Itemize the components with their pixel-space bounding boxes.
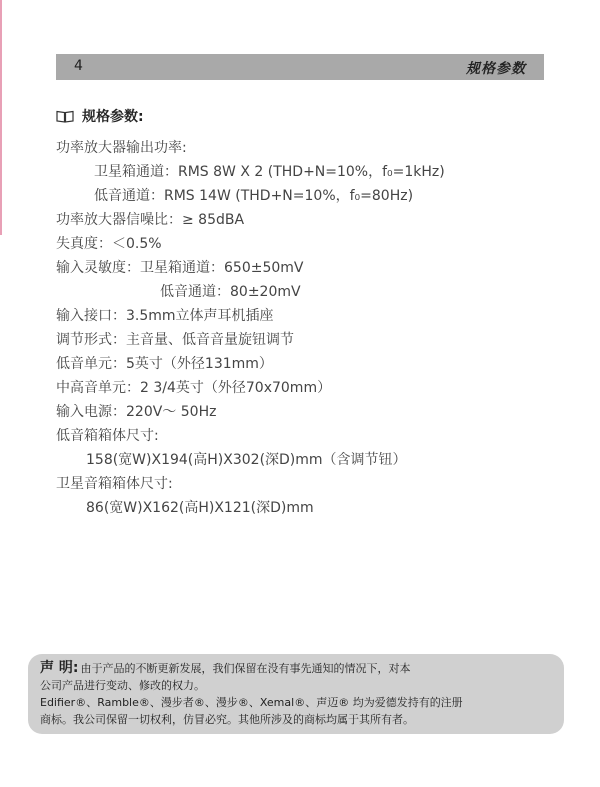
- bass-channel-spec: 低音通道：RMS 14W (THD+N=10%，f₀=80Hz): [94, 188, 414, 204]
- sub-size-spec: 158(宽W)X194(高H)X302(深D)mm（含调节钮）: [86, 452, 407, 468]
- spec-list: [56, 136, 556, 520]
- notice-label: 声 明:: [40, 660, 79, 676]
- bass-unit-spec: 低音单元：5英寸（外径131mm）: [56, 356, 273, 372]
- sensitivity-satellite-spec: 输入灵敏度：卫星箱通道：650±50mV: [56, 260, 304, 276]
- distortion-spec: 失真度：＜0.5%: [56, 236, 162, 252]
- book-icon: [56, 110, 74, 123]
- section-heading: [56, 106, 144, 126]
- left-edge-mark: [0, 0, 2, 235]
- notice-line-4: 商标。我公司保留一切权利，仿冒必究。其他所涉及的商标均属于其所有者。: [40, 713, 414, 726]
- section-title: 规格参数:: [82, 109, 144, 125]
- sat-size-label: 卫星音箱箱体尺寸:: [56, 476, 173, 492]
- mid-high-unit-spec: 中高音单元：2 3/4英寸（外径70x70mm）: [56, 380, 332, 396]
- amp-output-label: 功率放大器输出功率:: [56, 140, 187, 156]
- page-header: [56, 54, 544, 80]
- notice-box: [28, 654, 564, 734]
- satellite-channel-spec: 卫星箱通道：RMS 8W X 2 (THD+N=10%，f₀=1kHz): [94, 164, 445, 180]
- notice-line-3: Edifier®、Ramble®、漫步者®、漫步®、Xemal®、声迈® 均为爱德发持有的注册: [40, 696, 463, 709]
- power-input-spec: 输入电源：220V～ 50Hz: [56, 404, 217, 420]
- header-title: 规格参数: [466, 61, 526, 77]
- input-port-spec: 输入接口：3.5mm立体声耳机插座: [56, 308, 274, 324]
- page-number: 4: [74, 58, 83, 74]
- adjustment-spec: 调节形式：主音量、低音音量旋钮调节: [56, 332, 294, 348]
- notice-line-1: [40, 660, 552, 677]
- sensitivity-bass-spec: 低音通道：80±20mV: [160, 284, 301, 300]
- sat-size-spec: 86(宽W)X162(高H)X121(深D)mm: [86, 500, 314, 516]
- sub-size-label: 低音箱箱体尺寸:: [56, 428, 159, 444]
- notice-line-2: 公司产品进行变动、修改的权力。: [40, 679, 205, 692]
- snr-spec: 功率放大器信噪比：≥ 85dBA: [56, 212, 245, 228]
- notice-text-1: 由于产品的不断更新发展，我们保留在没有事先通知的情况下，对本: [80, 662, 411, 675]
